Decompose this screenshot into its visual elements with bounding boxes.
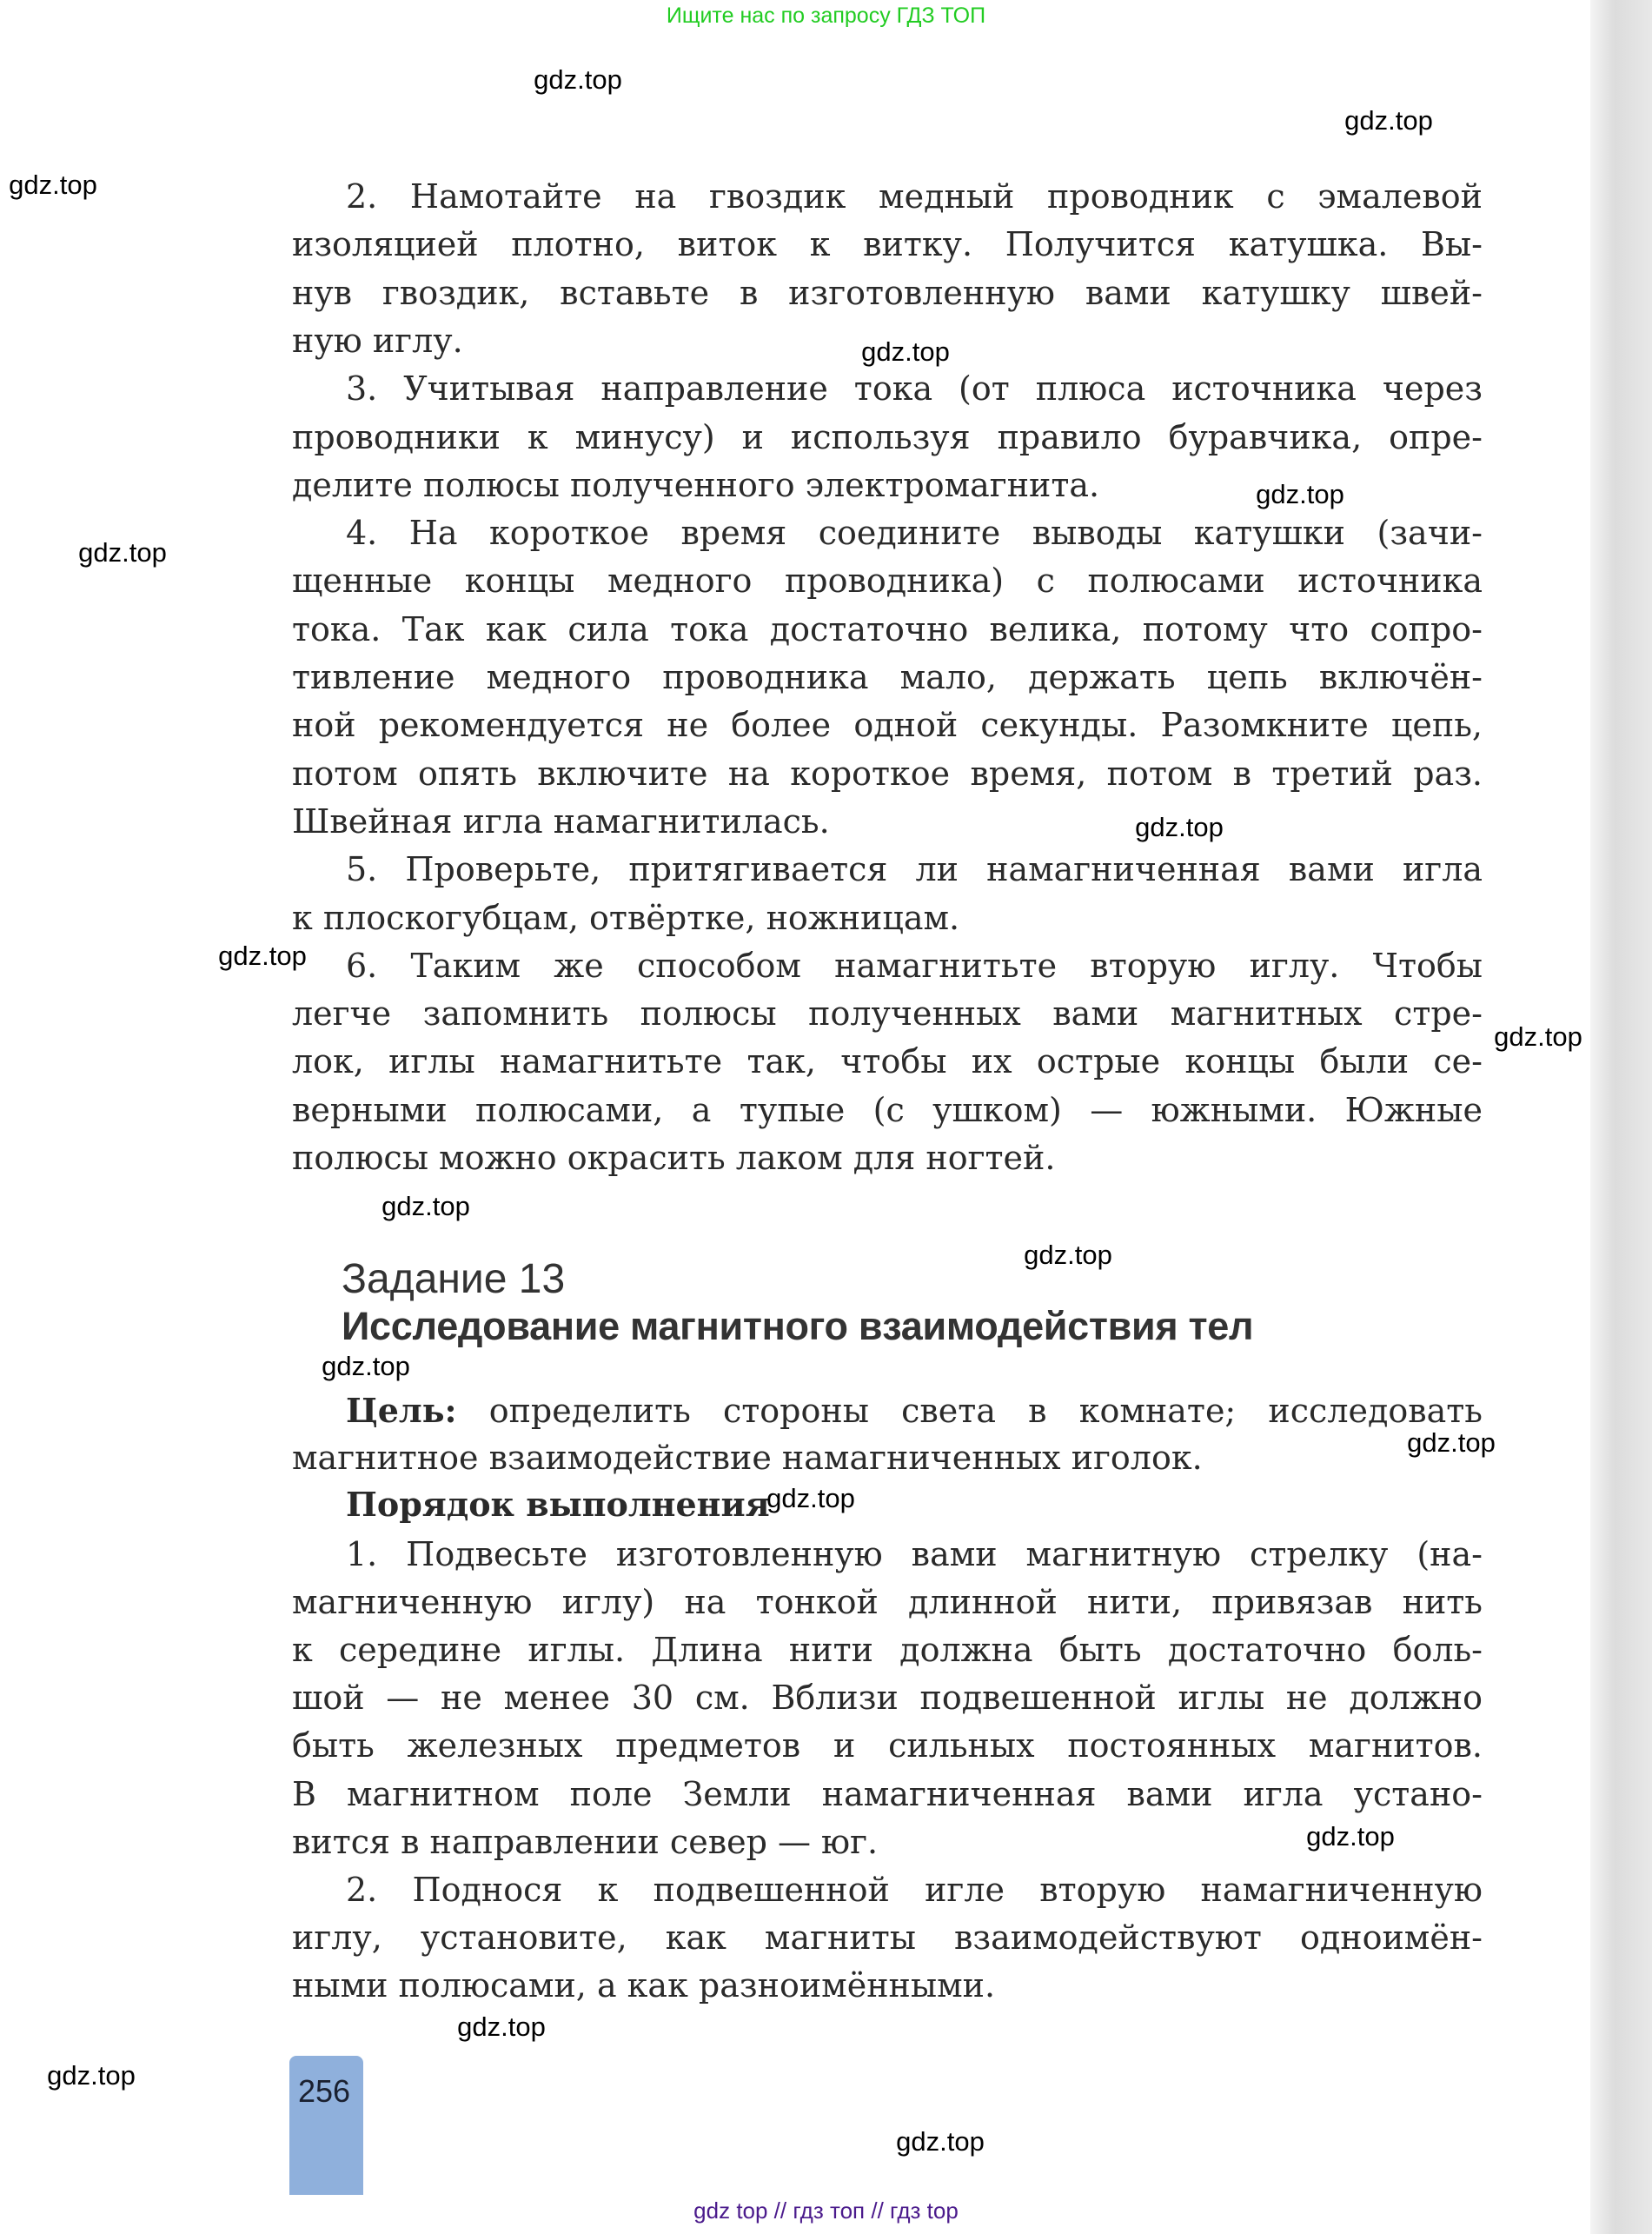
- text-line: 6. Таким же способом намагнитьте вторую иглу. Чтобы: [346, 946, 1483, 985]
- page-number: 256: [298, 2073, 351, 2109]
- goal-line: магнитное взаимодействие намагниченных иголок.: [292, 1439, 1203, 1477]
- text-line: шой — не менее 30 см. Вблизи подвешенной иглы не должно: [292, 1679, 1483, 1718]
- goal-label: Цель:: [346, 1391, 457, 1430]
- watermark: gdz.top: [322, 1351, 410, 1381]
- procedure-label-text: Порядок выполнения: [346, 1485, 770, 1524]
- page-edge-shadow: [1590, 0, 1652, 2234]
- text-line: вится в направлении север — юг.: [292, 1822, 879, 1861]
- text-line: щенные концы медного проводника) с полюсами источника: [292, 562, 1483, 601]
- text-line: верными полюсами, а тупые (с ушком) — южными. Южные: [292, 1090, 1483, 1129]
- text-line: нув гвоздик, вставьте в изготовленную вами катушку швей-: [292, 273, 1483, 312]
- watermark: gdz.top: [9, 170, 97, 200]
- text-line: проводники к минусу) и используя правило буравчика, опре-: [292, 417, 1483, 456]
- watermark: gdz.top: [457, 2011, 546, 2042]
- watermark: gdz.top: [1256, 479, 1344, 509]
- page-number-tab: [289, 2056, 363, 2195]
- text-line: к плоскогубцам, отвёртке, ножницам.: [292, 898, 960, 937]
- watermark: gdz.top: [896, 2126, 985, 2157]
- watermark: gdz.top: [1494, 1021, 1582, 1052]
- text-line: ную иглу.: [292, 321, 463, 360]
- task-label: Задание 13: [342, 1256, 566, 1302]
- text-line: В магнитном поле Земли намагниченная вами игла устано-: [292, 1774, 1483, 1813]
- text-line: потом опять включите на короткое время, потом в третий раз.: [292, 754, 1483, 793]
- text-line: лок, иглы намагнитьте так, чтобы их острые концы были се-: [292, 1042, 1483, 1081]
- text-line: полюсы можно окрасить лаком для ногтей.: [292, 1139, 1056, 1177]
- procedure-label: [346, 1480, 1483, 1529]
- goal-line: [346, 1386, 1483, 1435]
- watermark: gdz.top: [766, 1483, 855, 1513]
- watermark: gdz.top: [1306, 1821, 1395, 1852]
- text-line: легче запомнить полюсы полученных вами магнитных стре-: [292, 994, 1483, 1034]
- text-line: 4. На короткое время соедините выводы катушки (зачи-: [346, 514, 1483, 553]
- watermark: gdz.top: [861, 336, 950, 367]
- text-line: Швейная игла намагнитилась.: [292, 801, 830, 841]
- footer-links[interactable]: gdz top // гдз топ // гдз top: [693, 2197, 959, 2224]
- watermark: gdz.top: [381, 1191, 470, 1221]
- watermark: gdz.top: [534, 64, 622, 95]
- text-line: быть железных предметов и сильных постоянных магнитов.: [292, 1726, 1483, 1765]
- text-line: тока. Так как сила тока достаточно велика, потому что сопро-: [292, 609, 1483, 648]
- text-line: тивление медного проводника мало, держать цепь включён-: [292, 658, 1483, 696]
- text-line: ной рекомендуется не более одной секунды. Разомкните цепь,: [292, 706, 1483, 745]
- watermark: gdz.top: [1407, 1427, 1496, 1458]
- text-line: 5. Проверьте, притягивается ли намагниченная вами игла: [346, 850, 1483, 889]
- watermark: gdz.top: [1135, 812, 1224, 842]
- text-line: ными полюсами, а как разноимёнными.: [292, 1965, 996, 2005]
- watermark: gdz.top: [78, 537, 167, 568]
- text-line: к середине иглы. Длина нити должна быть достаточно боль-: [292, 1631, 1483, 1670]
- text-line: 2. Поднося к подвешенной игле вторую намагниченную: [346, 1870, 1483, 1909]
- task-title: Исследование магнитного взаимодействия тел: [342, 1304, 1254, 1348]
- watermark: gdz.top: [1024, 1240, 1112, 1270]
- watermark: gdz.top: [218, 941, 307, 971]
- goal-text: определить стороны света в комнате; исследовать: [456, 1392, 1483, 1430]
- search-banner[interactable]: Ищите нас по запросу ГДЗ ТОП: [666, 3, 986, 28]
- text-line: делите полюсы полученного электромагнита.: [292, 465, 1100, 504]
- text-line: 3. Учитывая направление тока (от плюса источника через: [346, 369, 1483, 409]
- text-line: изоляцией плотно, виток к витку. Получится катушка. Вы-: [292, 225, 1483, 264]
- text-line: иглу, установите, как магниты взаимодействуют одноимён-: [292, 1918, 1483, 1957]
- text-line: магниченную иглу) на тонкой длинной нити, привязав нить: [292, 1583, 1483, 1622]
- text-line: 1. Подвесьте изготовленную вами магнитную стрелку (на-: [346, 1535, 1483, 1573]
- watermark: gdz.top: [47, 2060, 136, 2091]
- text-line: 2. Намотайте на гвоздик медный проводник с эмалевой: [346, 177, 1483, 216]
- watermark: gdz.top: [1344, 105, 1433, 136]
